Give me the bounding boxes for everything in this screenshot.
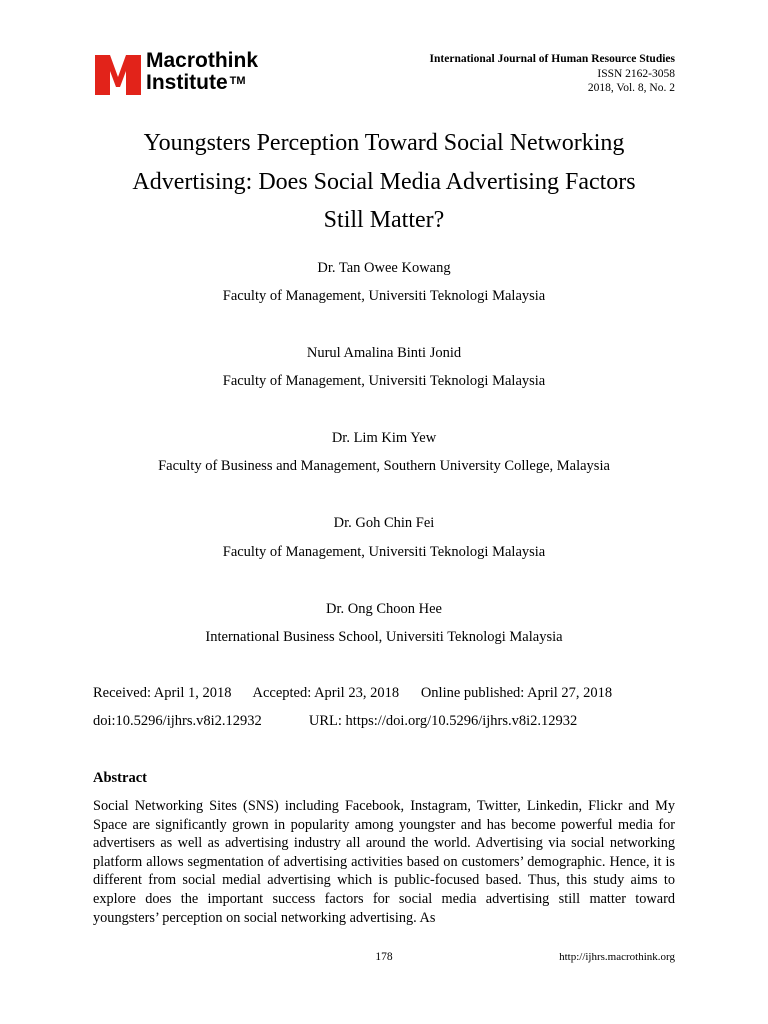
author-name: Dr. Tan Owee Kowang	[317, 260, 451, 276]
journal-issn: ISSN 2162-3058	[597, 67, 675, 80]
published-date: Online published: April 27, 2018	[420, 685, 613, 701]
publisher-logo	[93, 47, 308, 97]
trademark-mark: TM	[229, 75, 246, 87]
title-line-1: Youngsters Perception Toward Social Networking	[143, 130, 625, 156]
title-line-3: Still Matter?	[323, 207, 445, 233]
author-affiliation: Faculty of Management, Universiti Teknologi Malaysia	[222, 373, 546, 389]
author-affiliation: Faculty of Management, Universiti Teknologi Malaysia	[222, 288, 546, 304]
publisher-logo-wordmark	[146, 50, 258, 94]
paper-title	[93, 124, 675, 240]
author-name: Dr. Lim Kim Yew	[331, 430, 437, 446]
received-date: Received: April 1, 2018	[93, 685, 232, 701]
doi-text: doi:10.5296/ijhrs.v8i2.12932	[93, 713, 262, 729]
title-line-2: Advertising: Does Social Media Advertising Factors	[132, 168, 636, 195]
doi-line	[93, 712, 577, 730]
macrothink-m-icon	[93, 47, 143, 97]
journal-info	[430, 52, 675, 96]
logo-line-1: Macrothink	[146, 49, 259, 72]
journal-issue: 2018, Vol. 8, No. 2	[587, 82, 675, 94]
journal-name: International Journal of Human Resource Studies	[429, 53, 675, 65]
logo-line-2: Institute ™	[146, 71, 246, 94]
publication-dates	[93, 684, 612, 702]
author-affiliation: Faculty of Business and Management, Southern University College, Malaysia	[158, 458, 610, 474]
author-affiliation: Faculty of Management, Universiti Teknologi Malaysia	[222, 544, 546, 560]
author-name: Nurul Amalina Binti Jonid	[306, 345, 462, 361]
url-link[interactable]: URL: https://doi.org/10.5296/ijhrs.v8i2.12932	[308, 713, 578, 729]
author-name: Dr. Goh Chin Fei	[333, 515, 435, 531]
abstract-text: Social Networking Sites (SNS) including Facebook, Instagram, Twitter, Linkedin, Flickr and My Space are significantly grown in popularity among youngster and has become powerful media for advertisers as well as advertising industry all around the world. Advertising via social networking platform allows segmentation of advertising activities based on customers’ demographic. Hence, it is different from social medial advertising which is public-focused based. Thus, this study aims to explore does the important success factors for social media advertising still matter toward youngsters’ perception on social networking advertising. As	[93, 798, 675, 926]
author-affiliation: International Business School, Universiti Teknologi Malaysia	[205, 629, 563, 645]
page-number: 178	[375, 951, 393, 963]
author-name: Dr. Ong Choon Hee	[326, 601, 442, 617]
footer-site-link[interactable]: http://ijhrs.macrothink.org	[559, 951, 675, 963]
accepted-date: Accepted: April 23, 2018	[252, 685, 400, 701]
abstract-heading: Abstract	[93, 770, 147, 786]
